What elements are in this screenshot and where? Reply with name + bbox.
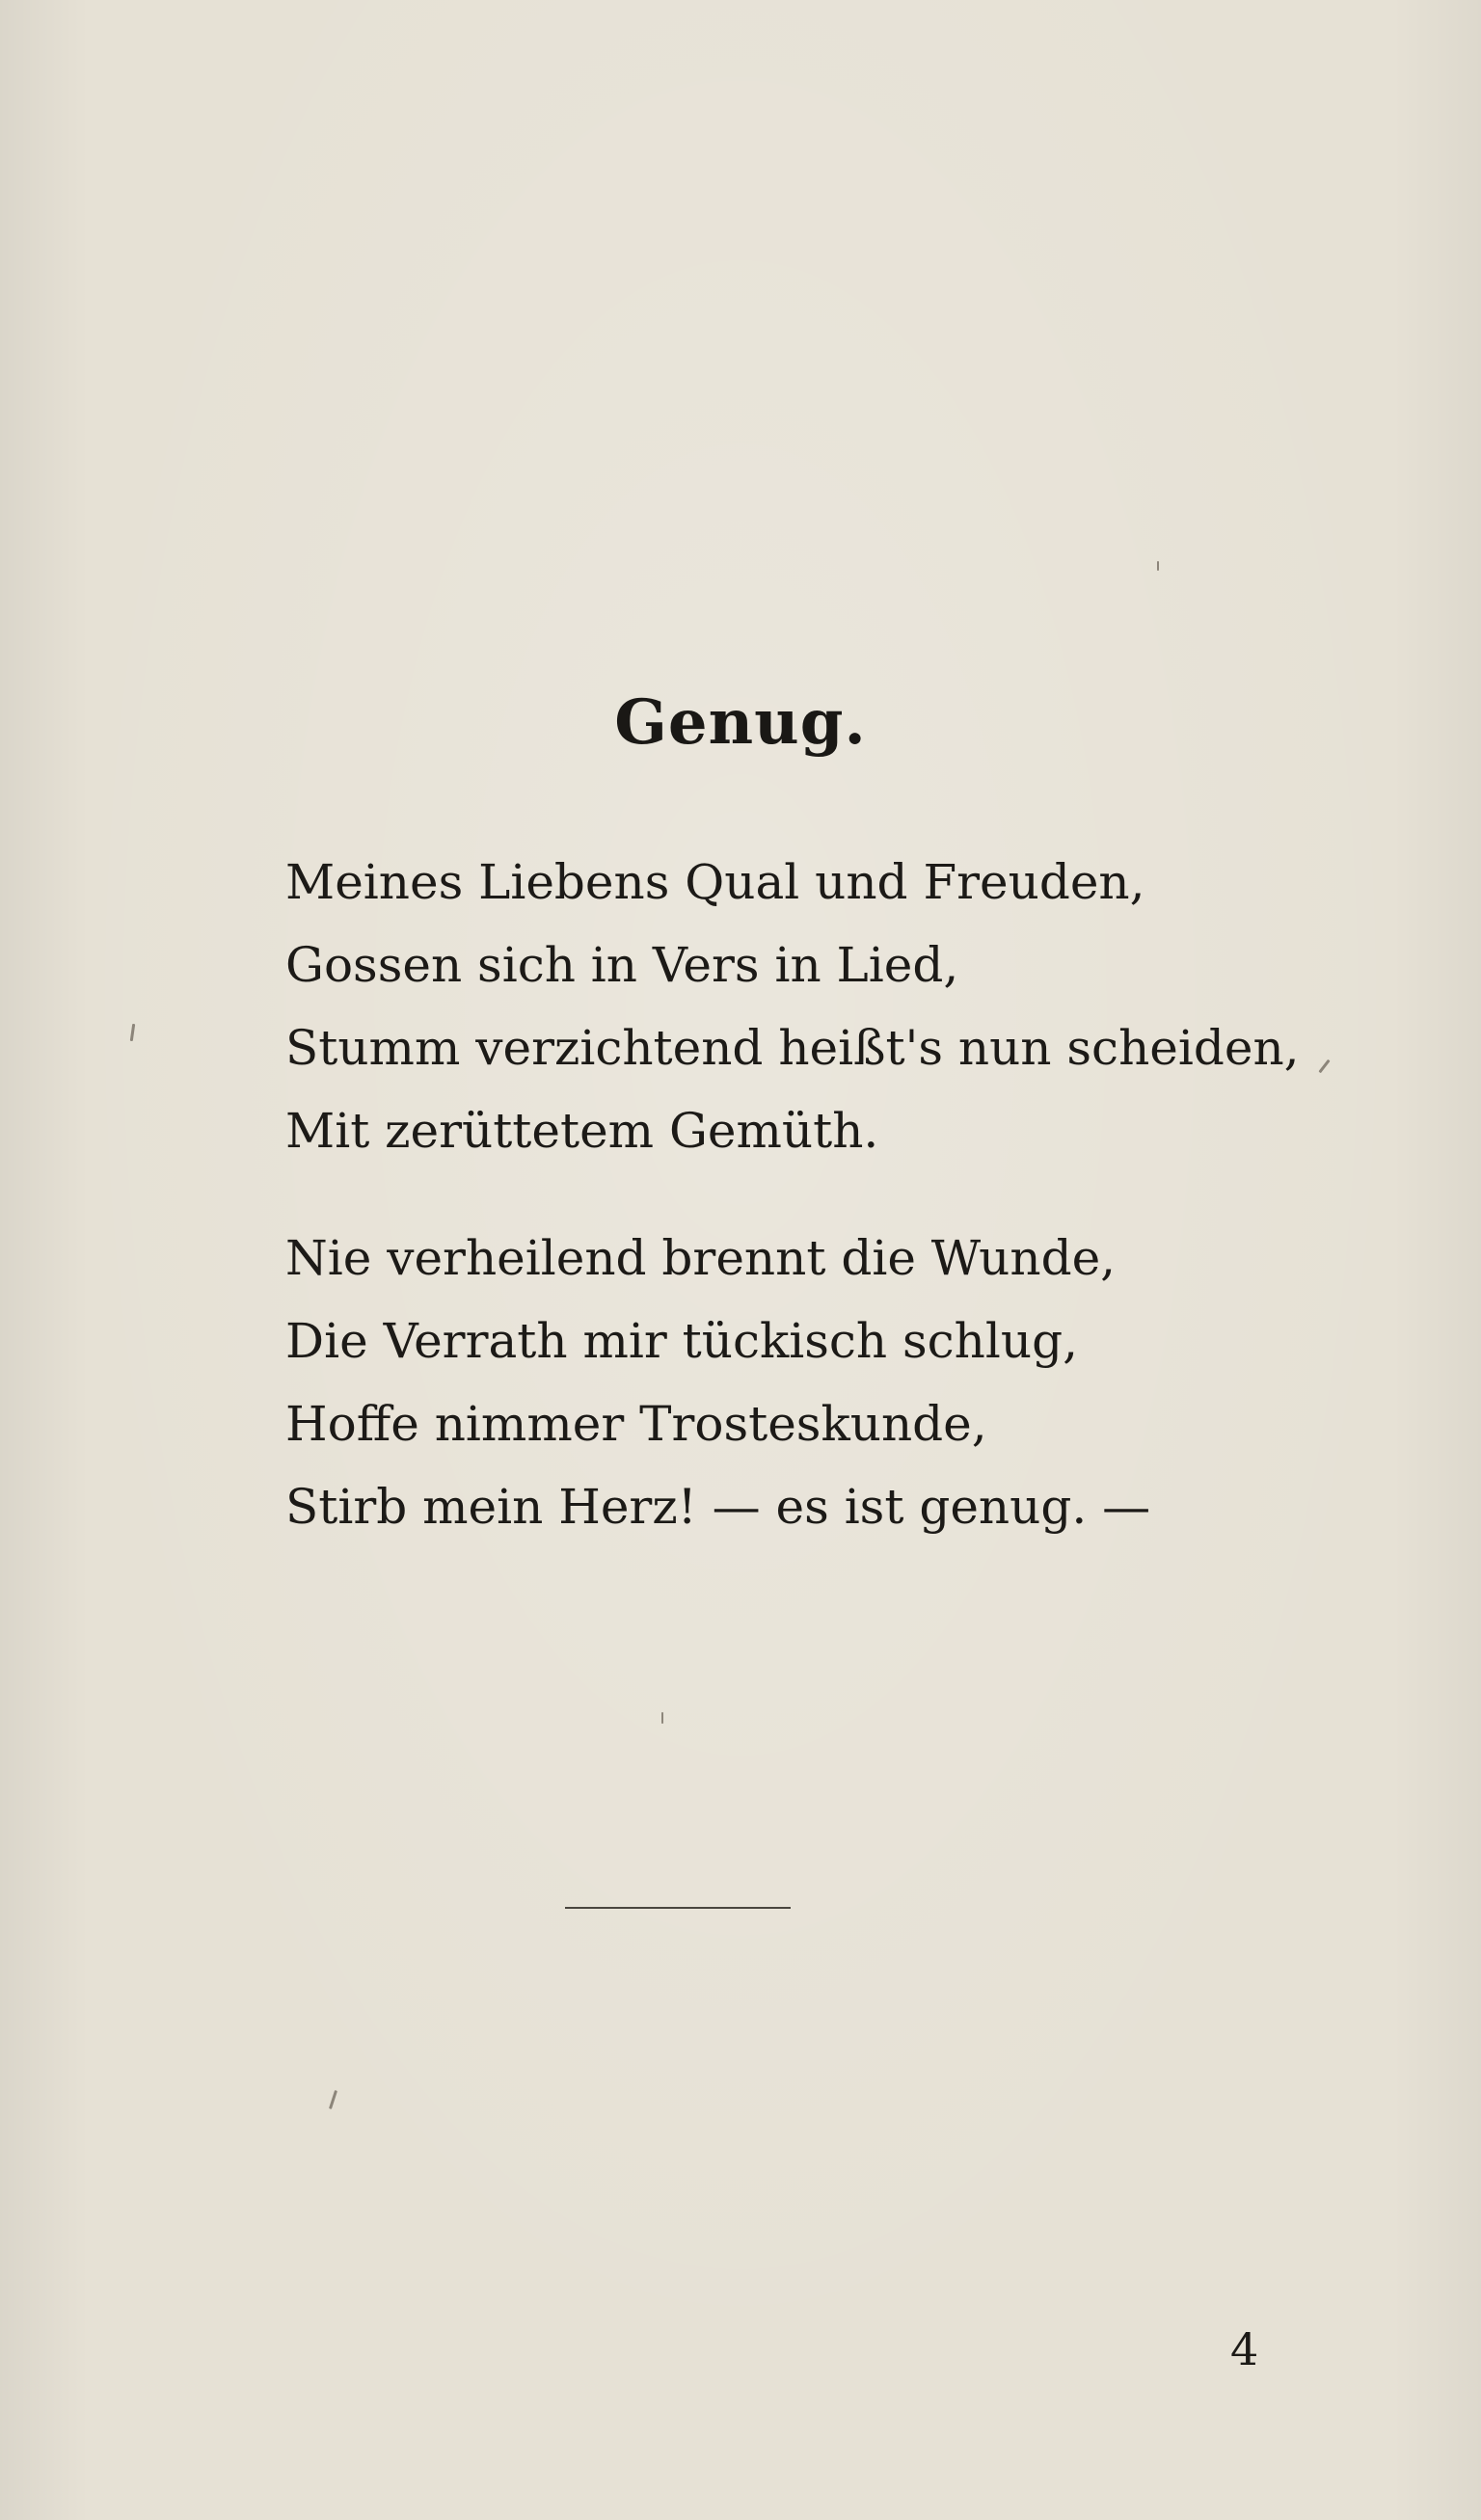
poem-title: Genug. — [614, 686, 867, 759]
paper-speck — [1318, 1059, 1330, 1073]
stanza-1 — [285, 841, 1300, 1172]
verse-line: Hoffe nimmer Trosteskunde, — [285, 1396, 987, 1452]
page-number: 4 — [1230, 2323, 1259, 2375]
paper-speck — [661, 1712, 663, 1724]
verse-line: Stirb mein Herz! — es ist genug. — — [285, 1479, 1151, 1535]
paper-speck — [1157, 561, 1159, 571]
verse-line: Nie verheilend brennt die Wunde, — [285, 1230, 1117, 1286]
verse-line: Gossen sich in Vers in Lied, — [285, 937, 959, 993]
section-divider — [565, 1907, 791, 1909]
stanza-2 — [285, 1217, 1250, 1548]
verse-line: Mit zerüttetem Gemüth. — [285, 1103, 879, 1159]
verse-line: Meines Liebens Qual und Freuden, — [285, 854, 1145, 910]
paper-speck — [329, 2090, 337, 2109]
verse-line: Die Verrath mir tückisch schlug, — [285, 1313, 1078, 1369]
verse-line: Stumm verzichtend heißt's nun scheiden, — [285, 1020, 1300, 1076]
paper-speck — [130, 1024, 135, 1041]
